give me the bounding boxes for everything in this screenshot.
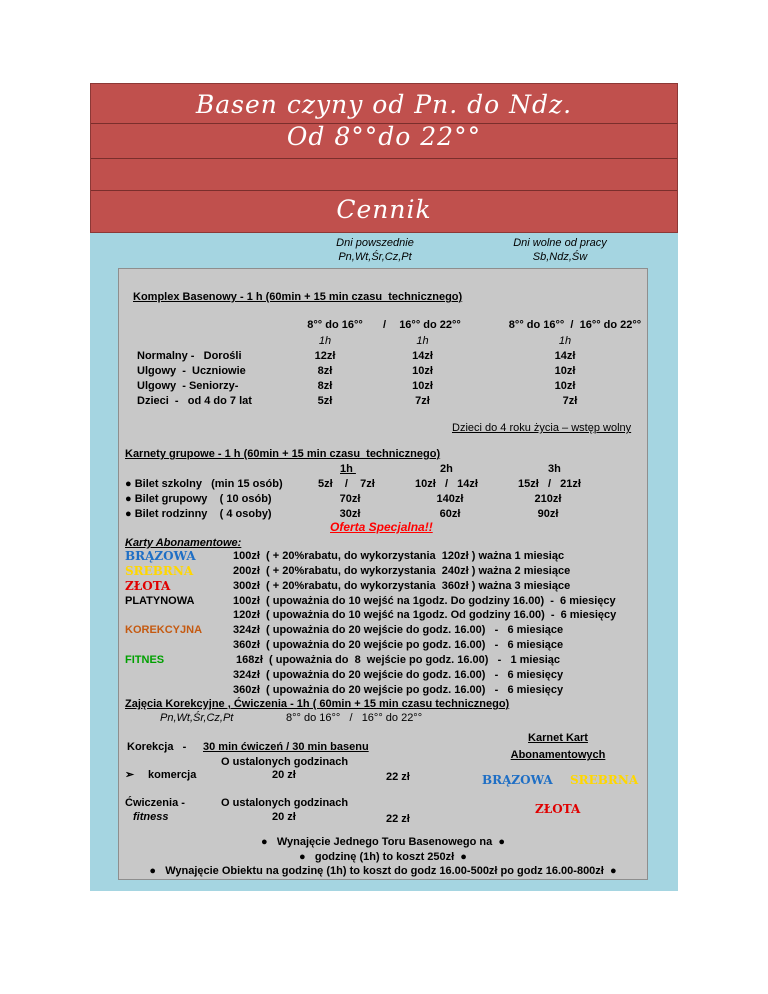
title-cennik: Cennik	[336, 195, 432, 224]
karnety-price: 15zł / 21zł	[518, 478, 581, 490]
karnety-1h: 1h	[340, 463, 356, 475]
card-brazowa: BRĄZOWA	[125, 549, 196, 563]
abonament-line: 120zł ( upoważnia do 10 wejść na 1godz. Od godziny 16.00) - 6 miesięcy	[233, 609, 617, 621]
weekend-title: Dni wolne od pracy	[513, 237, 607, 249]
zajecia-days: Pn,Wt,Śr,Cz,Pt	[160, 712, 234, 724]
title-banner	[90, 83, 678, 233]
unit-1h: 1h	[318, 335, 332, 347]
zajecia-hours: 8°° do 16°° / 16°° do 22°°	[286, 712, 423, 724]
title-line-2: Od 8°°do 22°°	[286, 122, 482, 151]
karnety-row-label: ● Bilet szkolny (min 15 osób)	[125, 478, 283, 490]
weekend-header	[500, 236, 620, 264]
footer-line-1: ● Wynajęcie Jednego Toru Basenowego na ●	[261, 836, 505, 848]
fitness-label: fitness	[133, 811, 169, 823]
cwiczenia-price-alt: 22 zł	[386, 813, 410, 825]
divider	[91, 158, 677, 159]
price-cell: 10zł	[554, 365, 576, 377]
karnety-row-label: ● Bilet rodzinny ( 4 osoby)	[125, 508, 272, 520]
karnety-row-label: ● Bilet grupowy ( 10 osób)	[125, 493, 272, 505]
korekcja-desc: 30 min ćwiczeń / 30 min basenu	[203, 741, 369, 753]
karnet-brazowa: BRĄZOWA	[482, 773, 553, 787]
price-cell: 12zł	[314, 350, 336, 362]
korekcja-hours: O ustalonych godzinach	[221, 756, 349, 768]
karnety-price: 70zł	[339, 493, 361, 505]
abonament-line: 360zł ( upoważnia do 20 wejście po godz. 16.00) - 6 miesięcy	[233, 684, 564, 696]
abonament-line: 300zł ( + 20%rabatu, do wykorzystania 360zł ) ważna 3 miesiące	[233, 580, 571, 592]
unit-1h: 1h	[558, 335, 572, 347]
karnety-price: 140zł	[436, 493, 464, 505]
row-label: Normalny - Dorośli	[137, 350, 242, 362]
abonament-line: 360zł ( upoważnia do 20 wejście po godz. 16.00) - 6 miesiące	[233, 639, 564, 651]
price-cell: 10zł	[412, 380, 433, 392]
komercja-label: komercja	[148, 769, 197, 781]
abonament-line: 324zł ( upoważnia do 20 wejście do godz. 16.00) - 6 miesięcy	[233, 669, 564, 681]
karnety-price: 30zł	[339, 508, 361, 520]
karnety-price: 5zł / 7zł	[318, 478, 375, 490]
card-platynowa: PLATYNOWA	[125, 595, 195, 607]
komercja-price-alt: 22 zł	[386, 771, 410, 783]
price-cell: 7zł	[415, 395, 430, 407]
karnety-3h: 3h	[548, 463, 561, 475]
footer-line-2: ● godzinę (1h) to koszt 250zł ●	[299, 851, 467, 863]
children-free-note: Dzieci do 4 roku życia – wstęp wolny	[452, 422, 632, 434]
abonament-line: 168zł ( upoważnia do 8 wejście po godz. 16.00) - 1 miesiąc	[236, 654, 560, 666]
abonament-line: 100zł ( upoważnia do 10 wejść na 1godz. Do godziny 16.00) - 6 miesięcy	[233, 595, 616, 607]
cwiczenia-price: 20 zł	[272, 811, 296, 823]
weekend-list: Sb,Ndz,Św	[532, 251, 588, 263]
price-cell: 10zł	[412, 365, 433, 377]
price-cell: 5zł	[317, 395, 333, 407]
card-korekcyjna: KOREKCYJNA	[125, 624, 203, 636]
komplex-col3-head: 8°° do 16°° / 16°° do 22°°	[508, 319, 642, 331]
abonament-title: Karty Abonamentowe:	[125, 537, 242, 549]
row-label: Ulgowy - Seniorzy-	[137, 380, 239, 392]
komplex-title: Komplex Basenowy - 1 h (60min + 15 min czasu technicznego)	[133, 291, 463, 303]
karnety-price: 90zł	[537, 508, 559, 520]
abonament-line: 200zł ( + 20%rabatu, do wykorzystania 240zł ) ważna 2 miesiące	[233, 565, 571, 577]
zajecia-title: Zajęcia Korekcyjne , Ćwiczenia - 1h ( 60min + 15 min czasu technicznego)	[125, 698, 510, 710]
special-offer: Oferta Specjalna!!	[330, 520, 433, 534]
komplex-col1-head: 8°° do 16°°	[307, 319, 363, 331]
komplex-col2-head: 16°° do 22°°	[399, 319, 461, 331]
korekcja-label: Korekcja -	[127, 741, 187, 753]
price-cell: 8zł	[317, 380, 333, 392]
weekday-header	[300, 236, 450, 264]
abonament-line: 324zł ( upoważnia do 20 wejście do godz. 16.00) - 6 miesiące	[233, 624, 564, 636]
komplex-sep: /	[383, 319, 387, 331]
karnet-kart-title: Karnet Kart	[528, 732, 588, 744]
price-cell: 14zł	[412, 350, 433, 362]
row-label: Dzieci - od 4 do 7 lat	[137, 395, 252, 407]
divider	[91, 190, 677, 191]
karnety-price: 10zł / 14zł	[415, 478, 478, 490]
title-line-1: Basen czyny od Pn. do Ndz.	[195, 90, 573, 119]
card-fitnes: FITNES	[125, 654, 165, 666]
price-cell: 7zł	[562, 395, 578, 407]
karnet-zlota: ZŁOTA	[535, 802, 581, 816]
komercja-price: 20 zł	[272, 769, 296, 781]
card-zlota: ZŁOTA	[125, 579, 171, 593]
karnety-price: 60zł	[439, 508, 461, 520]
cwiczenia-label: Ćwiczenia -	[125, 797, 185, 809]
weekday-list: Pn,Wt,Śr,Cz,Pt	[338, 251, 412, 263]
karnety-title: Karnety grupowe - 1 h (60min + 15 min czasu technicznego)	[125, 448, 441, 460]
karnety-2h: 2h	[440, 463, 453, 475]
karnety-price: 210zł	[534, 493, 562, 505]
weekday-title: Dni powszednie	[336, 237, 414, 249]
card-srebrna: SREBRNA	[125, 564, 194, 578]
karnet-kart-subtitle: Abonamentowych	[510, 749, 606, 761]
arrow-bullet-icon: ➢	[125, 769, 135, 781]
cwiczenia-hours: O ustalonych godzinach	[221, 797, 349, 809]
abonament-line: 100zł ( + 20%rabatu, do wykorzystania 120zł ) ważna 1 miesiąc	[233, 550, 565, 562]
price-cell: 14zł	[554, 350, 576, 362]
unit-1h: 1h	[416, 335, 429, 347]
footer-line-3: ● Wynajęcie Obiektu na godzinę (1h) to koszt do godz 16.00-500zł po godz 16.00-800zł ●	[149, 865, 617, 877]
row-label: Ulgowy - Uczniowie	[137, 365, 246, 377]
price-cell: 10zł	[554, 380, 576, 392]
price-cell: 8zł	[317, 365, 333, 377]
karnet-srebrna: SREBRNA	[570, 773, 639, 787]
